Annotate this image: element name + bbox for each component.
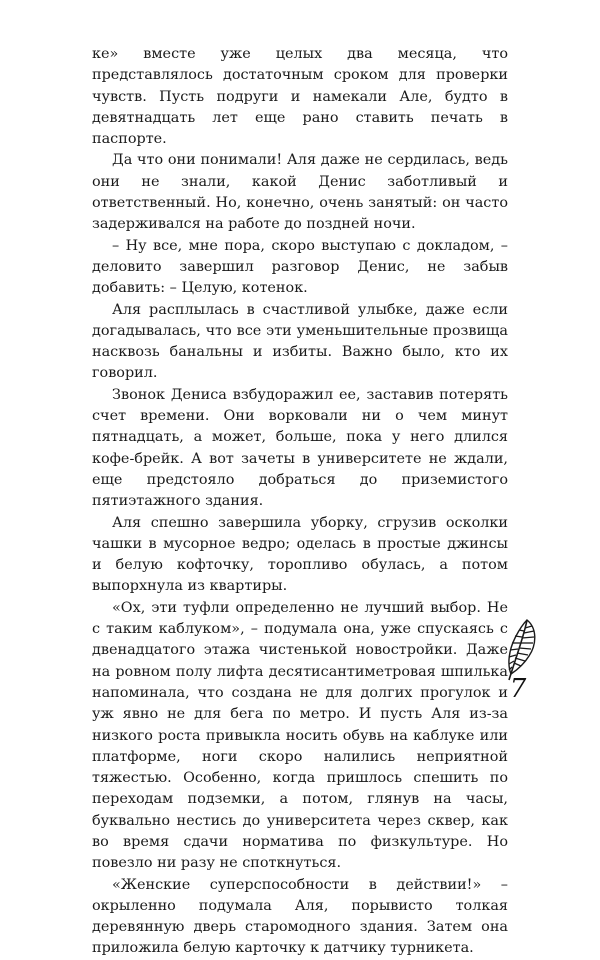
paragraph: Аля расплылась в счастливой улыбке, даже если догадывалась, что все эти уменьшительные прозвища насквозь банальны и избиты. Важно было, кто их говорил.	[92, 301, 508, 382]
paragraph: Звонок Дениса взбудоражил ее, заставив потерять счет времени. Они ворковали ни о чем минут пятнадцать, а может, больше, пока у него длился кофе-брейк. А вот зачеты в университете не ждали, еще предстояло добраться до приземистого пятиэтажного здания.	[92, 386, 508, 510]
paragraph: «Женские суперспособности в действии!» – окрыленно подумала Аля, порывисто толкая деревянную дверь старомодного здания. Затем она приложила белую карточку к датчику турникета.	[92, 876, 508, 957]
paragraph: – Ну все, мне пора, скоро выступаю с докладом, – деловито завершил разговор Денис, не забыв добавить: – Целую, котенок.	[92, 237, 508, 297]
page-number: 7	[509, 674, 527, 704]
feather-icon	[497, 618, 541, 682]
paragraph: ке» вместе уже целых два месяца, что представлялось достаточным сроком для проверки чувств. Пусть подруги и намекали Але, будто в девятнадцать лет еще рано ставить печать в паспорте.	[92, 46, 508, 148]
paragraph: Аля спешно завершила уборку, сгрузив осколки чашки в мусорное ведро; оделась в простые джинсы и белую кофточку, торопливо обулась, а потом выпорхнула из квартиры.	[92, 514, 508, 595]
page-body	[92, 44, 508, 960]
paragraph: «Ох, эти туфли определенно не лучший выбор. Не с таким каблуком», – подумала она, уже спускаясь с двенадцатого этажа чистенькой новостройки. Даже на ровном полу лифта десятисантиметровая шпилька напоминала, что создана не для долгих прогулок и уж явно не для бега по метро. И пусть Аля из-за низкого роста привыкла носить обувь на каблуке или платформе, ноги скоро налились неприятной тяжестью. Особенно, когда пришлось спешить по переходам подземки, а потом, глянув на часы, буквально нестись до университета через сквер, как во время сдачи норматива по физкультуре. Но повезло ни разу не споткнуться.	[92, 599, 508, 872]
paragraph: Да что они понимали! Аля даже не сердилась, ведь они не знали, какой Денис заботливый и ответственный. Но, конечно, очень занятый: он часто задерживался на работе до поздней ночи.	[92, 152, 508, 233]
